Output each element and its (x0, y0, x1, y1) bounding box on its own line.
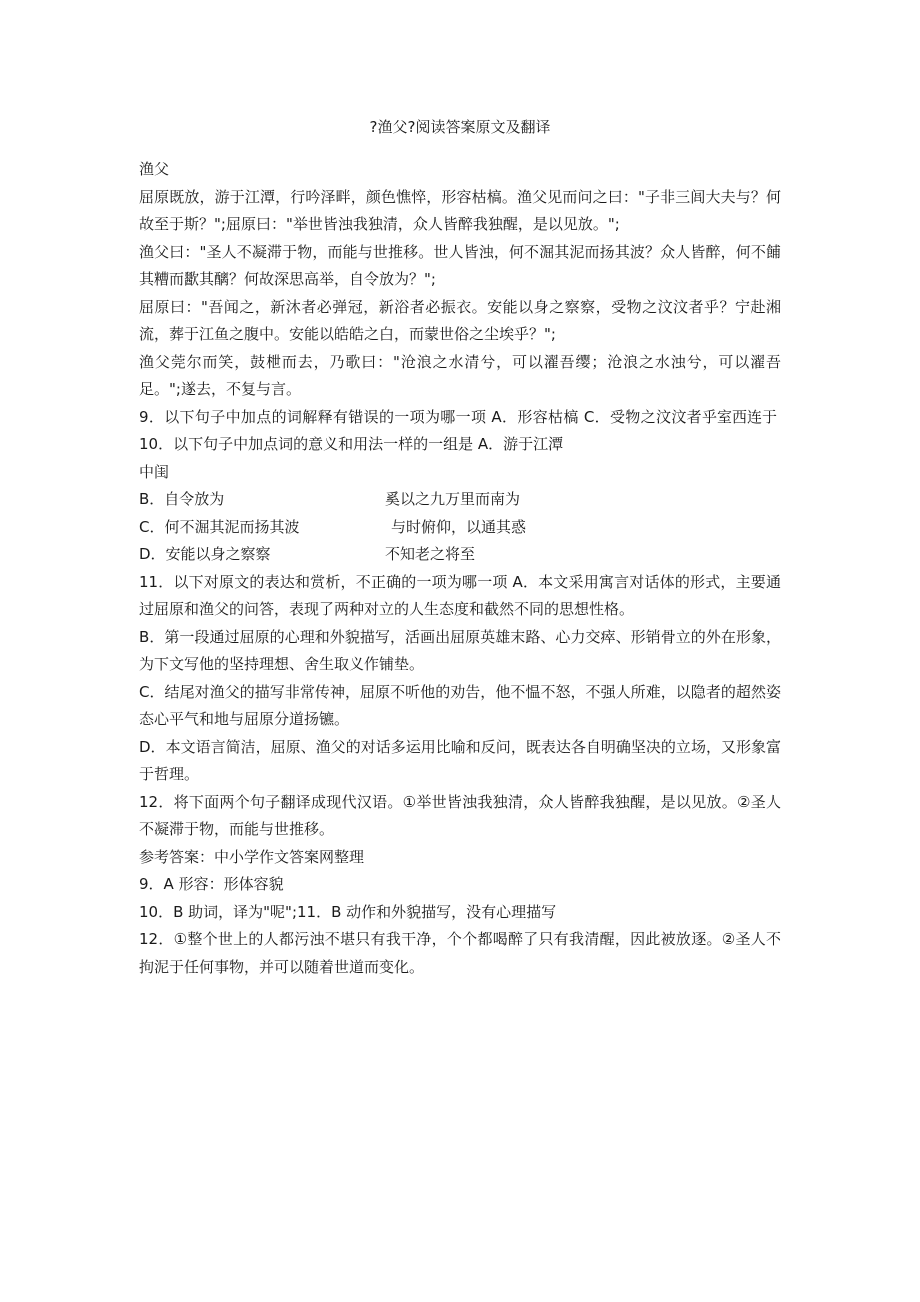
answer-12: 12．①整个世上的人都污浊不堪只有我干净，个个都喝醉了只有我清醒，因此被放逐。②圣人不拘泥于任何事物，并可以随着世道而变化。 (139, 930, 781, 976)
question-10-option-c (139, 514, 781, 542)
document-body (139, 156, 781, 981)
option-d-left: D．安能以身之察察 (139, 545, 271, 563)
paragraph-2: 渔父曰："圣人不凝滞于物，而能与世推移。世人皆浊，何不淈其泥而扬其波？众人皆醉，何不餔其糟而歠其醨？何故深思高举，自令放为？"; (139, 242, 781, 288)
paragraph-4: 渔父莞尔而笑，鼓枻而去，乃歌曰："沧浪之水清兮，可以濯吾缨；沧浪之水浊兮，可以濯吾足。";遂去，不复与言。 (139, 352, 781, 398)
option-b-left: B．自令放为 (139, 490, 225, 508)
paragraph-3: 屈原曰："吾闻之，新沐者必弹冠，新浴者必振衣。安能以身之察察，受物之汶汶者乎？宁赴湘流，葬于江鱼之腹中。安能以皓皓之白，而蒙世俗之尘埃乎？"; (139, 297, 781, 343)
option-d-right: 不知老之将至 (385, 545, 476, 563)
option-b-right: 奚以之九万里而南为 (385, 490, 521, 508)
answer-10-11: 10．B 助词，译为"呢";11．B 动作和外貌描写，没有心理描写 (139, 902, 557, 921)
question-10-a-right: 室西连于 (717, 407, 778, 426)
answer-9: 9．A 形容：形体容貌 (139, 875, 284, 893)
question-11: 11．以下对原文的表达和赏析，不正确的一项为哪一项 A．本文采用寓言对话体的形式，主要通过屈原和渔父的问答，表现了两种对立的人生态度和截然不同的思想性格。 (139, 572, 781, 618)
option-c-left: C．何不淈其泥而扬其波 (139, 517, 300, 536)
question-10-option-d (139, 541, 781, 569)
question-11-option-c: C．结尾对渔父的描写非常传神，屈原不听他的劝告，他不愠不怒，不强人所难，以隐者的超然姿态心平气和地与屈原分道扬镳。 (139, 682, 781, 728)
question-9-10-row (139, 404, 781, 459)
question-11-option-b: B．第一段通过屈原的心理和外貌描写，活画出屈原英雄末路、心力交瘁、形销骨立的外在形象，为下文写他的坚持理想、舍生取义作铺垫。 (139, 627, 781, 673)
paragraph-1: 屈原既放，游于江潭，行吟泽畔，颜色憔悴，形容枯槁。渔父见而问之曰："子非三闾大夫与？何故至于斯？";屈原曰："举世皆浊我独清，众人皆醉我独醒，是以见放。"; (139, 187, 781, 233)
question-10-option-b (139, 486, 781, 514)
question-11-option-d: D．本文语言简洁，屈原、渔父的对话多运用比喻和反问，既表达各自明确坚决的立场，又形象富于哲理。 (139, 737, 781, 783)
text-heading: 渔父 (139, 160, 170, 178)
question-9-10-text: 9．以下句子中加点的词解释有错误的一项为哪一项 A．形容枯槁 C．受物之汶汶者乎 10．以下句子中加点词的意义和用法一样的一组是 A．游于江潭 (139, 407, 717, 453)
question-12: 12．将下面两个句子翻译成现代汉语。①举世皆浊我独清，众人皆醉我独醒，是以见放。②圣人不凝滞于物，而能与世推移。 (139, 792, 781, 838)
option-c-right: 与时俯仰，以通其惑 (391, 517, 527, 536)
document-title: ?渔父?阅读答案原文及翻译 (369, 118, 551, 136)
answers-header: 参考答案：中小学作文答案网整理 (139, 847, 365, 866)
question-10-a-continuation: 中闺 (139, 462, 170, 481)
